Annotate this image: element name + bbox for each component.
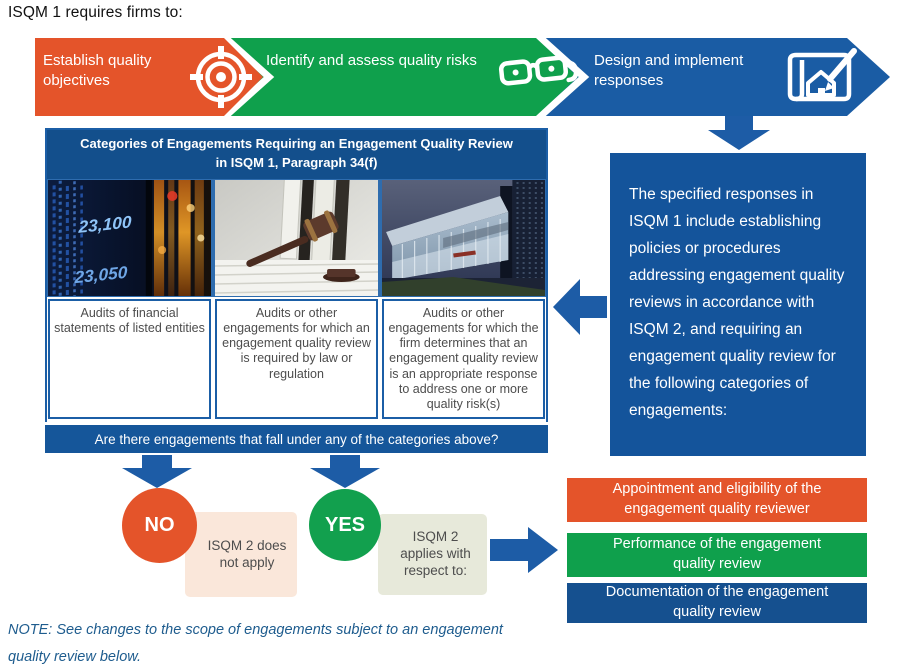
arrow-right-to-bars [490, 527, 558, 573]
page-title: ISQM 1 requires firms to: [8, 4, 183, 21]
yes-result-text: ISQM 2 applies with respect to: [400, 529, 471, 578]
photo-gavel-and-law-books [215, 180, 378, 296]
categories-box-header: Categories of Engagements Requiring an Engagement Quality Review in ISQM 1, Paragraph 34(f) [47, 130, 546, 179]
bar-performance [567, 533, 867, 577]
categories-box [45, 128, 548, 422]
no-circle [122, 488, 197, 563]
categories-photos-row [47, 179, 546, 297]
step-label-design-implement-responses: Design and implement responses [594, 52, 744, 90]
no-result-box [185, 512, 297, 597]
photo-stock-market-display [48, 180, 211, 296]
bar-appointment-eligibility-label: Appointment and eligibility of the engagement quality reviewer [612, 481, 822, 517]
bar-performance-label: Performance of the engagement quality review [613, 536, 821, 572]
bar-documentation [567, 583, 867, 623]
step-label-identify-assess-risks: Identify and assess quality risks [266, 52, 477, 69]
bar-documentation-label: Documentation of the engagement quality review [605, 584, 829, 620]
bar-appointment-eligibility [567, 478, 867, 522]
response-box: The specified responses in ISQM 1 include establishing policies or procedures addressing engagement quality reviews in accordance with ISQM 2, and requiring an engagement quality review for the following categories of engagements: [610, 153, 866, 456]
yes-label: YES [324, 513, 366, 536]
arrow-down-to-no [122, 455, 192, 488]
svg-text:23,100: 23,100 [78, 211, 132, 237]
step-label-establish-quality-objectives: Establish quality objectives [43, 52, 152, 90]
svg-text:23,050: 23,050 [74, 261, 128, 287]
categories-captions-row [47, 297, 546, 423]
yes-result-box [378, 514, 487, 595]
arrow-down-to-response-box [708, 116, 770, 150]
no-result-text: ISQM 2 does not apply [207, 537, 287, 570]
arrow-down-to-yes [310, 455, 380, 488]
photo-modern-glass-building [382, 180, 545, 296]
question-bar: Are there engagements that fall under any of the categories above? [45, 425, 548, 453]
yes-circle [309, 489, 381, 561]
category-caption-listed-entities: Audits of financial statements of listed entities [48, 299, 211, 420]
no-label: NO [144, 514, 175, 536]
note-text: NOTE: See changes to the scope of engagements subject to an engagement quality review below. [8, 622, 503, 665]
category-caption-law-or-regulation: Audits or other engagements for which an engagement quality review is required by law or regulation [215, 299, 378, 420]
category-caption-firm-determines: Audits or other engagements for which the firm determines that an engagement quality review is an appropriate response to address one or more quality risk(s) [382, 299, 545, 420]
arrow-left-to-categories [553, 279, 607, 335]
